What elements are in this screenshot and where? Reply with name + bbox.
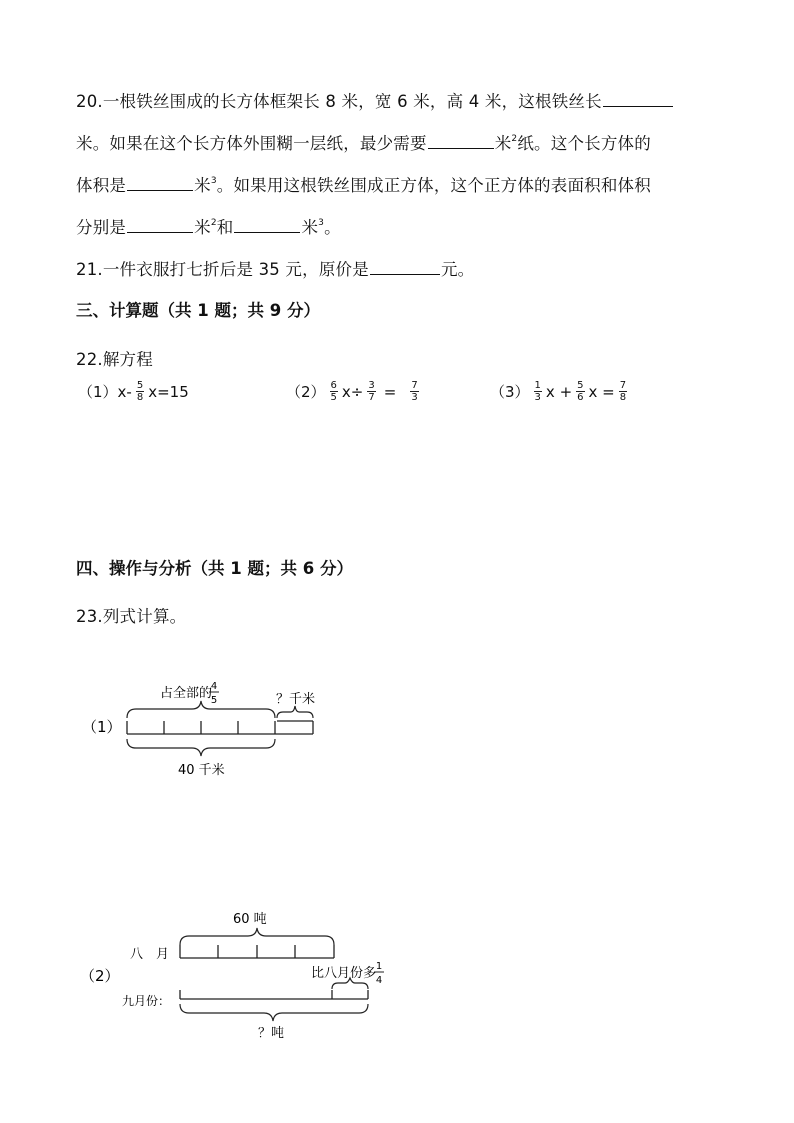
eq2-f1-den: 5 <box>330 392 337 403</box>
q20-text-3a: 体积是 <box>76 176 127 195</box>
eq1-frac-num: 5 <box>136 380 144 391</box>
eq3-f1-num: 1 <box>534 380 541 391</box>
eq3-f2-num: 5 <box>577 380 584 391</box>
q20-text-2a: 米。如果在这个长方体外围糊一层纸，最少需要 <box>76 134 427 153</box>
q20-text-4b: 米 <box>194 218 211 237</box>
q20-text-4d: 米 <box>301 218 319 237</box>
q20-text-4e: 。 <box>324 218 341 237</box>
eq2-label: （2） <box>286 383 326 401</box>
eq2-f1-num: 6 <box>330 380 337 391</box>
q20-text-2c: 纸。这个长方体的 <box>517 134 651 153</box>
q22-title: 22.解方程 <box>76 350 153 369</box>
d2-top-text: 60 吨 <box>233 912 267 927</box>
eq2-mid: x÷ <box>341 382 364 401</box>
d1-frac-num: 4 <box>210 681 218 692</box>
d2-extra-text: 比八月份多 <box>311 966 377 981</box>
eq2-f3-num: 7 <box>411 380 418 391</box>
q20-sup-3b: 3 <box>318 218 325 228</box>
d1-bottom-text: 40 千米 <box>178 763 225 778</box>
d1-top-brace <box>127 701 275 718</box>
q20-sup-3: 3 <box>210 176 217 186</box>
d2-top-brace <box>180 928 334 945</box>
d2-frac-den: 4 <box>375 975 383 986</box>
q23-title: 23.列式计算。 <box>76 607 187 626</box>
d2-frac-num: 1 <box>375 961 383 972</box>
eq2-equals: = <box>383 382 397 401</box>
section4-heading: 四、操作与分析（共 1 题；共 6 分） <box>76 559 353 578</box>
q20-text-1: 20.一根铁丝围成的长方体框架长 8 米，宽 6 米，高 4 米，这根铁丝长 <box>76 92 602 111</box>
eq2-f2-num: 3 <box>368 380 375 391</box>
q20-sup-2b: 2 <box>210 218 217 228</box>
d1-right-text: ？千米 <box>276 692 316 707</box>
d2-bottom-text: ？吨 <box>258 1026 285 1041</box>
section3-heading: 三、计算题（共 1 题；共 9 分） <box>76 301 320 320</box>
eq3-f3-num: 7 <box>619 380 627 391</box>
eq1-frac-den: 8 <box>136 392 144 403</box>
q21-text-a: 21.一件衣服打七折后是 35 元，原价是 <box>76 260 369 279</box>
eq3-f3-den: 8 <box>619 392 627 403</box>
eq3-f1-den: 3 <box>534 392 541 403</box>
q20-text-4a: 分别是 <box>76 218 127 237</box>
d1-bottom-brace <box>127 739 275 756</box>
d2-row1-label: 八 月 <box>130 947 170 962</box>
eq3-f2-den: 6 <box>577 392 584 403</box>
eq2-f2-den: 7 <box>368 392 375 403</box>
d1-frac-den: 5 <box>210 695 218 706</box>
d1-top-text: 占全部的 <box>160 686 213 701</box>
q21-text-b: 元。 <box>440 260 475 279</box>
d2-bottom-brace <box>180 1004 368 1021</box>
d1-label: （1） <box>82 718 122 736</box>
q20-text-2b: 米 <box>494 134 512 153</box>
q20-text-4c: 和 <box>216 218 234 237</box>
eq3-x2: x = <box>588 382 615 401</box>
eq2-f3-den: 3 <box>411 392 418 403</box>
eq3-x1: x + <box>545 382 573 401</box>
q20-text-3b: 米 <box>194 176 211 195</box>
q20-text-3c: 。如果用这根铁丝围成正方体，这个正方体的表面积和体积 <box>216 176 651 195</box>
d2-label: （2） <box>80 967 120 985</box>
d1-right-brace <box>277 706 313 718</box>
eq1-label: （1）x- <box>78 383 132 401</box>
q20-sup-2: 2 <box>511 134 518 144</box>
eq3-label: （3） <box>490 383 530 401</box>
eq1-tail: x=15 <box>148 382 189 401</box>
d2-row2-label: 九月份： <box>122 994 171 1008</box>
